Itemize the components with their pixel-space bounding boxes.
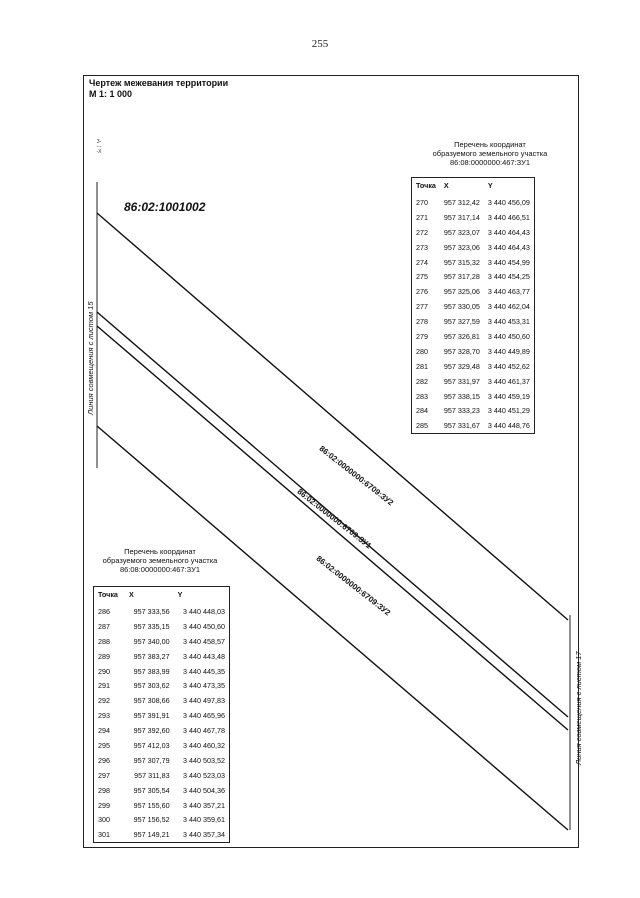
y-cell: 3 440 456,09 (487, 197, 530, 207)
y-cell: 3 440 460,32 (183, 740, 225, 750)
table-row (412, 240, 535, 255)
y-cell: 3 440 464,43 (487, 242, 530, 252)
x-cell: 957 317,14 (443, 212, 480, 222)
point-cell: 294 (98, 726, 110, 736)
x-cell: 957 383,99 (133, 666, 170, 676)
x-cell: 957 327,59 (443, 317, 480, 327)
x-cell: 957 325,06 (443, 287, 480, 297)
y-cell: 3 440 503,52 (183, 755, 225, 765)
x-cell: 957 338,15 (443, 391, 480, 401)
table-row (94, 604, 230, 619)
column-header-x: X (128, 590, 134, 599)
table-row (412, 269, 535, 284)
table-header-row (94, 587, 230, 605)
x-cell: 957 340,00 (133, 636, 170, 646)
table-header-row (412, 178, 535, 196)
table-row (94, 738, 230, 753)
x-cell: 957 323,07 (443, 227, 480, 237)
point-cell: 278 (416, 317, 428, 327)
y-cell: 3 440 462,04 (487, 302, 530, 312)
table-row (412, 389, 535, 404)
x-cell: 957 335,15 (133, 621, 170, 631)
x-cell: 957 328,70 (443, 346, 480, 356)
right-match-line-label: Линия совмещения с листом 17 (574, 651, 583, 765)
table2-title-line2: образуемого земельного участка (102, 556, 218, 565)
x-cell: 957 312,42 (443, 197, 480, 207)
parcel-label-middle: 86:02:0000000:6709:ЗУ1 (295, 487, 374, 551)
x-cell: 957 412,03 (133, 740, 170, 750)
x-cell: 957 308,66 (133, 696, 170, 706)
y-cell: 3 440 448,03 (183, 606, 225, 616)
table1-title-line3: 86:08:0000000:467:ЗУ1 (449, 158, 531, 167)
y-cell: 3 440 523,03 (183, 770, 225, 780)
y-cell: 3 440 443,48 (183, 651, 225, 661)
y-cell: 3 440 497,83 (183, 696, 225, 706)
x-cell: 957 329,48 (443, 361, 480, 371)
x-cell: 957 303,62 (133, 681, 170, 691)
y-cell: 3 440 454,25 (487, 272, 530, 282)
y-cell: 3 440 357,21 (183, 800, 225, 810)
table-row (94, 827, 230, 842)
y-cell: 3 440 467,78 (183, 726, 225, 736)
point-cell: 282 (416, 376, 428, 386)
point-cell: 276 (416, 287, 428, 297)
y-cell: 3 440 452,62 (487, 361, 530, 371)
column-header-point: Точка (416, 181, 436, 190)
point-cell: 291 (98, 681, 110, 691)
point-cell: 289 (98, 651, 110, 661)
table-row (94, 783, 230, 798)
table2-title (86, 547, 234, 574)
drawing-title: Чертеж межевания территории (89, 78, 229, 88)
point-cell: 290 (98, 666, 110, 676)
table-row (94, 649, 230, 664)
y-cell: 3 440 445,35 (183, 666, 225, 676)
table-row (94, 798, 230, 813)
point-cell: 279 (416, 331, 428, 341)
point-cell: 273 (416, 242, 428, 252)
x-cell: 957 391,91 (133, 711, 170, 721)
point-cell: 272 (416, 227, 428, 237)
column-header-point: Точка (98, 590, 118, 599)
y-cell: 3 440 454,99 (487, 257, 530, 267)
table-row (412, 344, 535, 359)
cadastral-block-label: 86:02:1001002 (124, 200, 206, 214)
table-row (94, 708, 230, 723)
table-row (94, 693, 230, 708)
table-row (412, 225, 535, 240)
x-cell: 957 392,60 (133, 726, 170, 736)
x-cell: 957 323,06 (443, 242, 480, 252)
x-cell: 957 383,27 (133, 651, 170, 661)
point-cell: 292 (98, 696, 110, 706)
table-row (412, 314, 535, 329)
y-cell: 3 440 451,29 (487, 406, 530, 416)
x-cell: 957 156,52 (133, 815, 170, 825)
y-cell: 3 440 504,36 (183, 785, 225, 795)
x-cell: 957 155,60 (133, 800, 170, 810)
x-cell: 957 330,05 (443, 302, 480, 312)
y-cell: 3 440 458,57 (183, 636, 225, 646)
table-row (94, 812, 230, 827)
y-cell: 3 440 465,96 (183, 711, 225, 721)
table-row (94, 634, 230, 649)
x-cell: 957 333,23 (443, 406, 480, 416)
coordinates-table-1 (411, 177, 535, 434)
point-cell: 280 (416, 346, 428, 356)
table-row (94, 753, 230, 768)
column-header-y: Y (487, 181, 493, 190)
x-cell: 957 326,81 (443, 331, 480, 341)
page-number: 255 (311, 38, 329, 50)
y-cell: 3 440 448,76 (487, 421, 530, 431)
table-row (412, 210, 535, 225)
column-header-y: Y (177, 590, 183, 599)
x-cell: 957 333,56 (133, 606, 170, 616)
y-cell: 3 440 453,31 (487, 317, 530, 327)
point-cell: 297 (98, 770, 110, 780)
x-cell: 957 317,28 (443, 272, 480, 282)
point-cell: 284 (416, 406, 428, 416)
table-row (412, 359, 535, 374)
table-row (94, 664, 230, 679)
table-row (412, 418, 535, 433)
y-cell: 3 440 450,60 (183, 621, 225, 631)
point-cell: 283 (416, 391, 428, 401)
coordinates-table-2 (93, 586, 230, 843)
y-cell: 3 440 459,19 (487, 391, 530, 401)
point-cell: 293 (98, 711, 110, 721)
point-cell: 285 (416, 421, 428, 431)
table-row (412, 329, 535, 344)
point-cell: 298 (98, 785, 110, 795)
y-cell: 3 440 449,89 (487, 346, 530, 356)
table-row (412, 403, 535, 418)
point-cell: 275 (416, 272, 428, 282)
y-cell: 3 440 359,61 (183, 815, 225, 825)
x-cell: 957 331,97 (443, 376, 480, 386)
table-row (412, 255, 535, 270)
table-row (412, 374, 535, 389)
point-cell: 281 (416, 361, 428, 371)
table1-title (410, 140, 570, 167)
parcel-label-upper: 86:02:0000000:6709:ЗУ2 (317, 444, 396, 508)
point-cell: 301 (98, 830, 110, 840)
table-row (94, 619, 230, 634)
table-row (94, 678, 230, 693)
point-cell: 271 (416, 212, 428, 222)
table1-title-line1: Перечень координат (454, 140, 526, 149)
left-match-line-label: Линия совмещения с листом 15 (86, 301, 95, 415)
point-cell: 299 (98, 800, 110, 810)
table-row (412, 299, 535, 314)
point-cell: 286 (98, 606, 110, 616)
point-cell: 300 (98, 815, 110, 825)
point-cell: 287 (98, 621, 110, 631)
y-cell: 3 440 466,51 (487, 212, 530, 222)
point-cell: 274 (416, 257, 428, 267)
x-cell: 957 311,83 (134, 770, 170, 780)
table-row (412, 284, 535, 299)
point-cell: 295 (98, 740, 110, 750)
table1-title-line2: образуемого земельного участка (432, 149, 548, 158)
x-cell: 957 305,54 (133, 785, 170, 795)
table-row (94, 723, 230, 738)
y-cell: 3 440 357,34 (183, 830, 225, 840)
table-row (94, 768, 230, 783)
y-cell: 3 440 464,43 (487, 227, 530, 237)
table2-title-line1: Перечень координат (124, 547, 196, 556)
drawing-scale: М 1: 1 000 (89, 89, 133, 99)
north-arrow-icon: З-----Х (96, 139, 102, 155)
parcel-label-lower: 86:02:0000000:6709:ЗУ2 (314, 554, 393, 618)
y-cell: 3 440 473,35 (183, 681, 225, 691)
column-header-x: X (443, 181, 449, 190)
y-cell: 3 440 461,37 (487, 376, 530, 386)
point-cell: 270 (416, 197, 428, 207)
point-cell: 296 (98, 755, 110, 765)
point-cell: 277 (416, 302, 428, 312)
y-cell: 3 440 463,77 (487, 287, 530, 297)
y-cell: 3 440 450,60 (487, 331, 530, 341)
x-cell: 957 149,21 (133, 830, 170, 840)
x-cell: 957 307,79 (133, 755, 170, 765)
x-cell: 957 331,67 (443, 421, 480, 431)
x-cell: 957 315,32 (443, 257, 480, 267)
table2-title-line3: 86:08:0000000:467:ЗУ1 (119, 565, 201, 574)
point-cell: 288 (98, 636, 110, 646)
table-row (412, 195, 535, 210)
